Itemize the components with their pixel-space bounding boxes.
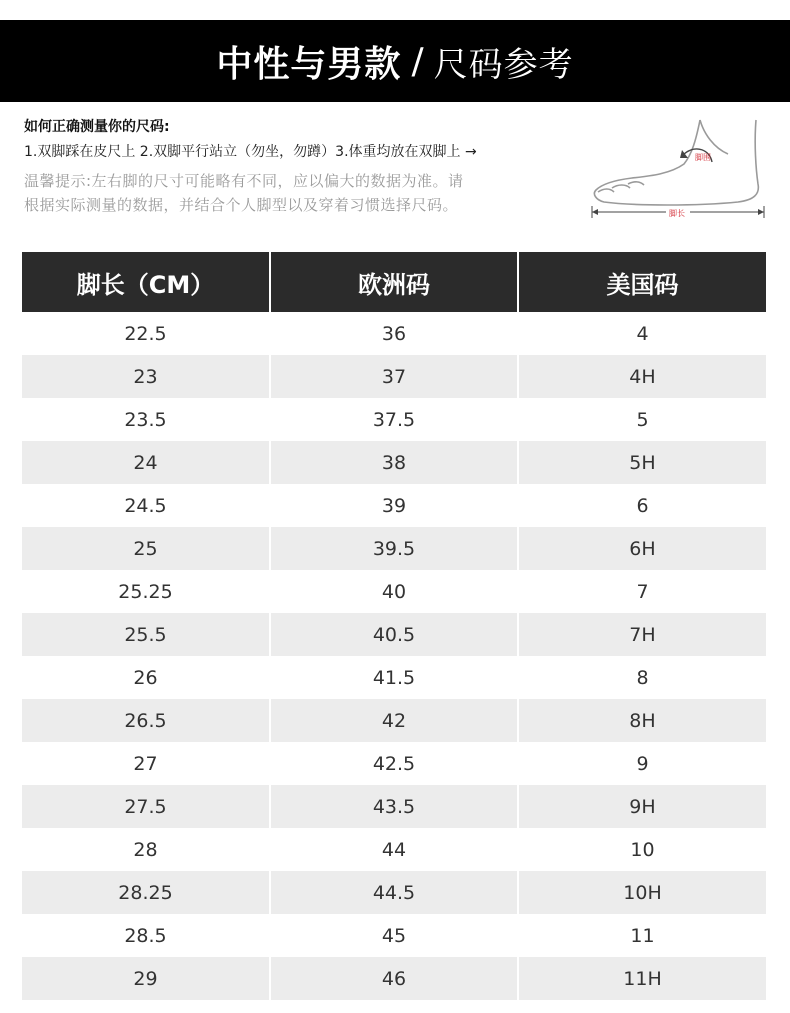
cell-eu-size: 40.5 — [270, 613, 518, 656]
table-row — [22, 527, 766, 570]
cell-foot-length: 25.5 — [22, 613, 270, 656]
cell-eu-size: 45 — [270, 914, 518, 957]
cell-foot-length: 26 — [22, 656, 270, 699]
banner-slash: / — [411, 40, 424, 82]
guide-tip-line-2: 根据实际测量的数据，并结合个人脚型以及穿着习惯选择尺码。 — [24, 196, 459, 214]
cell-eu-size: 39.5 — [270, 527, 518, 570]
measure-guide — [24, 116, 584, 217]
cell-foot-length: 28 — [22, 828, 270, 871]
length-label: 脚长 — [669, 209, 685, 218]
cell-us-size: 8H — [518, 699, 766, 742]
cell-eu-size: 38 — [270, 441, 518, 484]
cell-eu-size: 43.5 — [270, 785, 518, 828]
cell-us-size: 11H — [518, 957, 766, 1000]
cell-us-size: 11 — [518, 914, 766, 957]
cell-eu-size: 37.5 — [270, 398, 518, 441]
cell-eu-size: 42 — [270, 699, 518, 742]
size-chart-table — [22, 252, 766, 1000]
table-row — [22, 355, 766, 398]
table-row — [22, 312, 766, 355]
guide-tip-line-1: 温馨提示:左右脚的尺寸可能略有不同，应以偏大的数据为准。请 — [24, 172, 464, 190]
table-row — [22, 441, 766, 484]
table-row — [22, 742, 766, 785]
header-us-size: 美国码 — [518, 252, 766, 312]
cell-foot-length: 24.5 — [22, 484, 270, 527]
table-row — [22, 484, 766, 527]
cell-foot-length: 28.5 — [22, 914, 270, 957]
banner-title-bold: 中性与男款 — [216, 43, 402, 85]
cell-eu-size: 44.5 — [270, 871, 518, 914]
girth-label: 脚围 — [695, 153, 711, 162]
cell-us-size: 7 — [518, 570, 766, 613]
page-banner — [0, 20, 790, 102]
cell-us-size: 4H — [518, 355, 766, 398]
guide-steps: 1.双脚踩在皮尺上 2.双脚平行站立（勿坐，勿蹲）3.体重均放在双脚上 → — [24, 144, 477, 160]
table-row — [22, 699, 766, 742]
table-row — [22, 613, 766, 656]
table-row — [22, 828, 766, 871]
cell-eu-size: 46 — [270, 957, 518, 1000]
table-row — [22, 570, 766, 613]
cell-foot-length: 26.5 — [22, 699, 270, 742]
cell-foot-length: 23.5 — [22, 398, 270, 441]
cell-us-size: 9 — [518, 742, 766, 785]
cell-foot-length: 25 — [22, 527, 270, 570]
cell-foot-length: 24 — [22, 441, 270, 484]
foot-diagram — [588, 114, 768, 224]
length-arrow-left-icon — [592, 209, 598, 215]
cell-foot-length: 27.5 — [22, 785, 270, 828]
cell-eu-size: 42.5 — [270, 742, 518, 785]
guide-heading: 如何正确测量你的尺码: — [24, 119, 170, 135]
table-row — [22, 656, 766, 699]
cell-us-size: 5 — [518, 398, 766, 441]
table-row — [22, 785, 766, 828]
cell-eu-size: 37 — [270, 355, 518, 398]
table-row — [22, 398, 766, 441]
cell-eu-size: 44 — [270, 828, 518, 871]
cell-us-size: 10H — [518, 871, 766, 914]
length-arrow-right-icon — [758, 209, 764, 215]
header-eu-size: 欧洲码 — [270, 252, 518, 312]
cell-us-size: 8 — [518, 656, 766, 699]
cell-us-size: 6H — [518, 527, 766, 570]
cell-eu-size: 36 — [270, 312, 518, 355]
banner-title-light: 尺码参考 — [433, 44, 574, 85]
cell-eu-size: 41.5 — [270, 656, 518, 699]
cell-foot-length: 27 — [22, 742, 270, 785]
cell-us-size: 9H — [518, 785, 766, 828]
table-header-row — [22, 252, 766, 312]
table-row — [22, 871, 766, 914]
cell-us-size: 7H — [518, 613, 766, 656]
cell-foot-length: 29 — [22, 957, 270, 1000]
cell-us-size: 6 — [518, 484, 766, 527]
cell-eu-size: 39 — [270, 484, 518, 527]
foot-outline-icon — [594, 120, 758, 205]
cell-foot-length: 22.5 — [22, 312, 270, 355]
table-row — [22, 957, 766, 1000]
cell-us-size: 10 — [518, 828, 766, 871]
cell-eu-size: 40 — [270, 570, 518, 613]
cell-us-size: 4 — [518, 312, 766, 355]
cell-foot-length: 28.25 — [22, 871, 270, 914]
header-foot-length: 脚长（CM） — [22, 252, 270, 312]
cell-foot-length: 23 — [22, 355, 270, 398]
cell-us-size: 5H — [518, 441, 766, 484]
table-row — [22, 914, 766, 957]
cell-foot-length: 25.25 — [22, 570, 270, 613]
